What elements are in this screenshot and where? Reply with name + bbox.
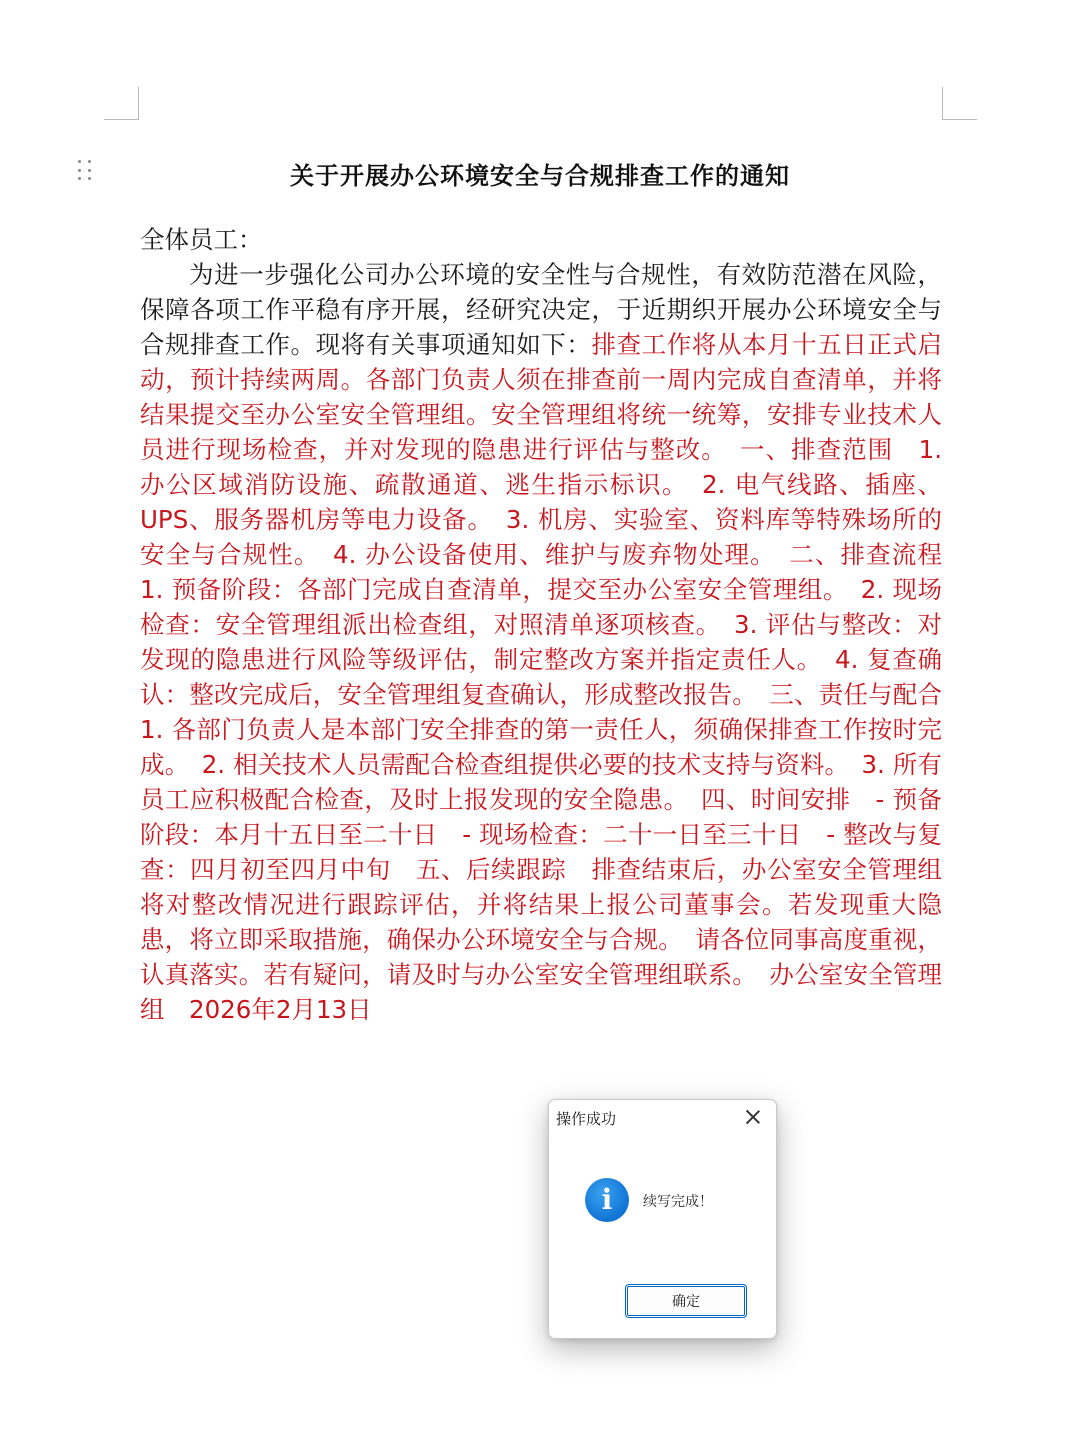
info-icon: i <box>585 1178 629 1222</box>
drag-handle-icon[interactable] <box>78 160 94 182</box>
body-paragraph <box>140 257 967 1027</box>
success-dialog <box>548 1099 777 1339</box>
document-title: 关于开展办公环境安全与合规排查工作的通知 <box>290 162 790 190</box>
page-corner-mark-top-right <box>942 87 977 120</box>
document-body[interactable] <box>140 222 967 1027</box>
generated-text: 排查工作将从本月十五日正式启动，预计持续两周。各部门负责人须在排查前一周内完成自查清单，并将结果提交至办公室安全管理组。安全管理组将统一统筹，安排专业技术人员进行现场检查，并对发现的隐患进行评估与整改。 一、排查范围 1. 办公区域消防设施、疏散通道、逃生指示标识。 2. 电气线路、插座、UPS、服务器机房等电力设备。 3. 机房、实验室、资料库等特殊场所的安全与合规性。 4. 办公设备使用、维护与废弃物处理。 二、排查流程 1. 预备阶段：各部门完成自查清单，提交至办公室安全管理组。 2. 现场检查：安全管理组派出检查组，对照清单逐项核查。 3. 评估与整改：对发现的隐患进行风险等级评估，制定整改方案并指定责任人。 4. 复查确认：整改完成后，安全管理组复查确认，形成整改报告。 三、责任与配合 1. 各部门负责人是本部门安全排查的第一责任人，须确保排查工作按时完成。 2. 相关技术人员需配合检查组提供必要的技术支持与资料。 3. 所有员工应积极配合检查，及时上报发现的安全隐患。 四、时间安排 - 预备阶段：本月十五日至二十日 - 现场检查：二十一日至三十日 - 整改与复查：四月初至四月中旬 五、后续跟踪 排查结束后，办公室安全管理组将对整改情况进行跟踪评估，并将结果上报公司董事会。若发现重大隐患，将立即采取措施，确保办公环境安全与合规。 请各位同事高度重视，认真落实。若有疑问，请及时与办公室安全管理组联系。 办公室安全管理组 2026年2月13日 <box>140 330 967 1024</box>
page-corner-mark-top-left <box>104 87 139 120</box>
dialog-message: 续写完成！ <box>643 1194 713 1210</box>
ok-button[interactable]: 确定 <box>625 1284 747 1318</box>
dialog-title: 操作成功 <box>556 1110 617 1128</box>
original-text: 为进一步强化公司办公环境的安全性与合规性，有效防范潜在风险，保障各项工作平稳有序开展，经研究决定，于近期织开展办公环境安全与合规排查工作。现将有关事项通知如下： <box>140 260 942 359</box>
salutation: 全体员工： <box>140 225 263 254</box>
close-icon[interactable] <box>745 1109 761 1125</box>
